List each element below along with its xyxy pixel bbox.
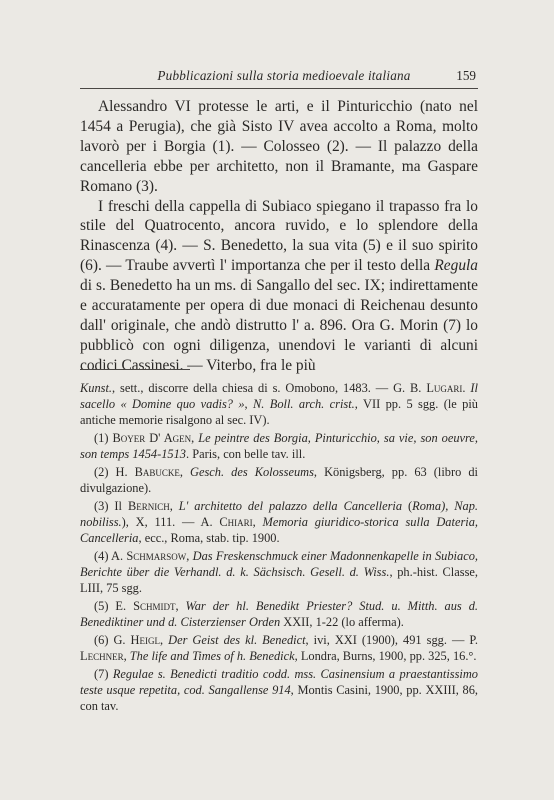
fn-6-author: Heigl bbox=[130, 633, 160, 648]
main-text bbox=[80, 97, 478, 376]
fn-2-title: Gesch. des Kolosseums bbox=[190, 465, 314, 480]
fn-2-part: (2) H. bbox=[94, 465, 135, 480]
footnote-1 bbox=[80, 430, 478, 462]
fn-4-part: , ph.-hist. Classe, LIII, 75 sgg. bbox=[80, 565, 478, 596]
fn-3-part: ), X, 111. — A. bbox=[121, 515, 220, 530]
fn-1-title: Le peintre des Borgia, Pinturicchio, sa vie, son oeuvre, son temps 1454-1513 bbox=[80, 431, 479, 462]
fn-6-author-2: Lechner bbox=[80, 649, 124, 664]
fn-3-author: Bernich bbox=[127, 498, 170, 513]
fn-7-part: , Montis Casini, 1900, pp. XXIII, 86, con tav. bbox=[80, 683, 478, 714]
fn-5-part: (5) E. bbox=[94, 599, 134, 614]
fn-3-part: (3) Il bbox=[94, 498, 128, 513]
fn-6-title: Der Geist des kl. Benedict bbox=[168, 633, 306, 648]
fn-cont-title: Il sacello « Domine quo vadis? » bbox=[80, 381, 478, 412]
fn-cont-part: Kunst. bbox=[80, 381, 113, 395]
paragraph-2-text-b: di s. Benedetto ha un ms. di Sangallo del sec. IX; indirettamente e accuratamente per opera di due monaci di Reichenau desunto dall' originale, che andò distrutto l' a. 896. Ora G. Morin (7) lo pubblicò con ogni diligenza, unendovi le varianti di alcuni codici Cassinesi. — Viterbo, fra le più bbox=[80, 277, 478, 374]
fn-5-part: , bbox=[175, 599, 186, 614]
fn-4-part: , bbox=[186, 549, 193, 564]
footnote-2 bbox=[80, 464, 478, 496]
fn-5-part: XXII, 1-22 (lo afferma). bbox=[280, 615, 404, 630]
fn-3-journal: Roma), Nap. nobiliss. bbox=[80, 498, 479, 530]
fn-cont-part: , VII pp. 5 sgg. (le più antiche memorie risalgono al sec. IV). bbox=[80, 397, 478, 428]
fn-3-part: , ecc., Roma, stab. tip. 1900. bbox=[138, 531, 280, 546]
footnote-continuation bbox=[80, 380, 478, 429]
fn-3-part: ( bbox=[402, 498, 413, 513]
fn-3-part: , bbox=[252, 515, 263, 530]
footnote-3 bbox=[80, 498, 478, 547]
footnote-7 bbox=[80, 666, 478, 715]
fn-5-title: War der hl. Benedikt Priester? Stud. u. Mitth. aus d. Benediktiner und d. Cisterzienser Orden bbox=[80, 599, 479, 630]
fn-cont-author: Lugari bbox=[426, 381, 463, 395]
fn-3-title-2: Memoria giuridico-storica sulla Dateria, Cancelleria bbox=[80, 515, 479, 546]
fn-2-part: , Königsberg, pp. 63 (libro di divulgazione). bbox=[80, 465, 478, 496]
page-number: 159 bbox=[456, 68, 476, 83]
fn-1-part: , bbox=[191, 431, 199, 446]
fn-3-author-2: Chiari bbox=[219, 515, 253, 530]
fn-cont-part: , sett., discorre della chiesa di s. Omobono, 1483. — G. B. bbox=[112, 381, 427, 395]
fn-2-author: Babucke bbox=[134, 465, 180, 480]
fn-5-author: Schmidt bbox=[133, 599, 176, 614]
fn-cont-part: . bbox=[462, 381, 471, 395]
paragraph-1 bbox=[80, 97, 478, 197]
fn-6-part: , ivi, XXI (1900), 491 sgg. — P. bbox=[305, 633, 478, 648]
paragraph-2-text-a: I freschi della cappella di Subiaco spiegano il trapasso fra lo stile del Quatrocento, ancora ruvido, e lo splendore della Rinascenza (4). — S. Benedetto, la sua vita (5) e il suo spirito (6). — Traube avvertì l' importanza che per il testo della bbox=[80, 197, 478, 275]
fn-6-part: , bbox=[123, 649, 130, 664]
paragraph-2-italic-regula: Regula bbox=[434, 257, 478, 275]
footnotes bbox=[80, 380, 478, 716]
fn-1-author: Boyer D' Agen bbox=[112, 431, 192, 446]
fn-7-part: (7) bbox=[94, 666, 113, 681]
fn-6-title-2: The life and Times of h. Benedick bbox=[129, 649, 295, 664]
fn-6-part: (6) G. bbox=[94, 633, 131, 648]
fn-3-title: L' architetto del palazzo della Cancelleria bbox=[178, 498, 403, 513]
footnote-4 bbox=[80, 548, 478, 597]
fn-2-part: , bbox=[179, 465, 191, 480]
fn-6-part: , Londra, Burns, 1900, pp. 325, 16.°. bbox=[294, 649, 477, 664]
footnote-5 bbox=[80, 598, 478, 630]
fn-4-title: Das Freskenschmuck einer Madonnenkapelle in Subiaco, Berichte über die Verhandl. d. k. Sächsisch. Gesell. d. Wiss. bbox=[80, 549, 478, 580]
fn-cont-part: , bbox=[244, 397, 254, 412]
fn-cont-journal: N. Boll. arch. crist. bbox=[253, 397, 355, 412]
paragraph-1-text: Alessandro VI protesse le arti, e il Pinturicchio (nato nel 1454 a Perugia), che già Sisto IV avea accolto a Roma, molto lavorò per i Borgia (1). — Colosseo (2). — Il palazzo della cancelleria ebbe per architetto, non il Bramante, ma Gaspare Romano (3). bbox=[80, 98, 478, 195]
paragraph-2 bbox=[80, 197, 478, 376]
fn-6-part: , bbox=[160, 633, 169, 648]
running-title: Pubblicazioni sulla storia medioevale italiana bbox=[157, 68, 411, 83]
header-rule bbox=[80, 88, 478, 89]
footnote-6 bbox=[80, 632, 478, 664]
fn-1-part: (1) bbox=[94, 431, 113, 446]
fn-1-part: . Paris, con belle tav. ill. bbox=[186, 447, 306, 462]
fn-3-part: , bbox=[169, 498, 179, 513]
fn-4-part: (4) A. bbox=[94, 549, 127, 564]
fn-4-author: Schmarsow bbox=[126, 549, 187, 564]
footnote-rule bbox=[80, 369, 190, 370]
fn-7-title: Regulae s. Benedicti traditio codd. mss. Casinensium a praestantissimo teste usque repetita, cod. Sangallense 914 bbox=[80, 666, 478, 698]
